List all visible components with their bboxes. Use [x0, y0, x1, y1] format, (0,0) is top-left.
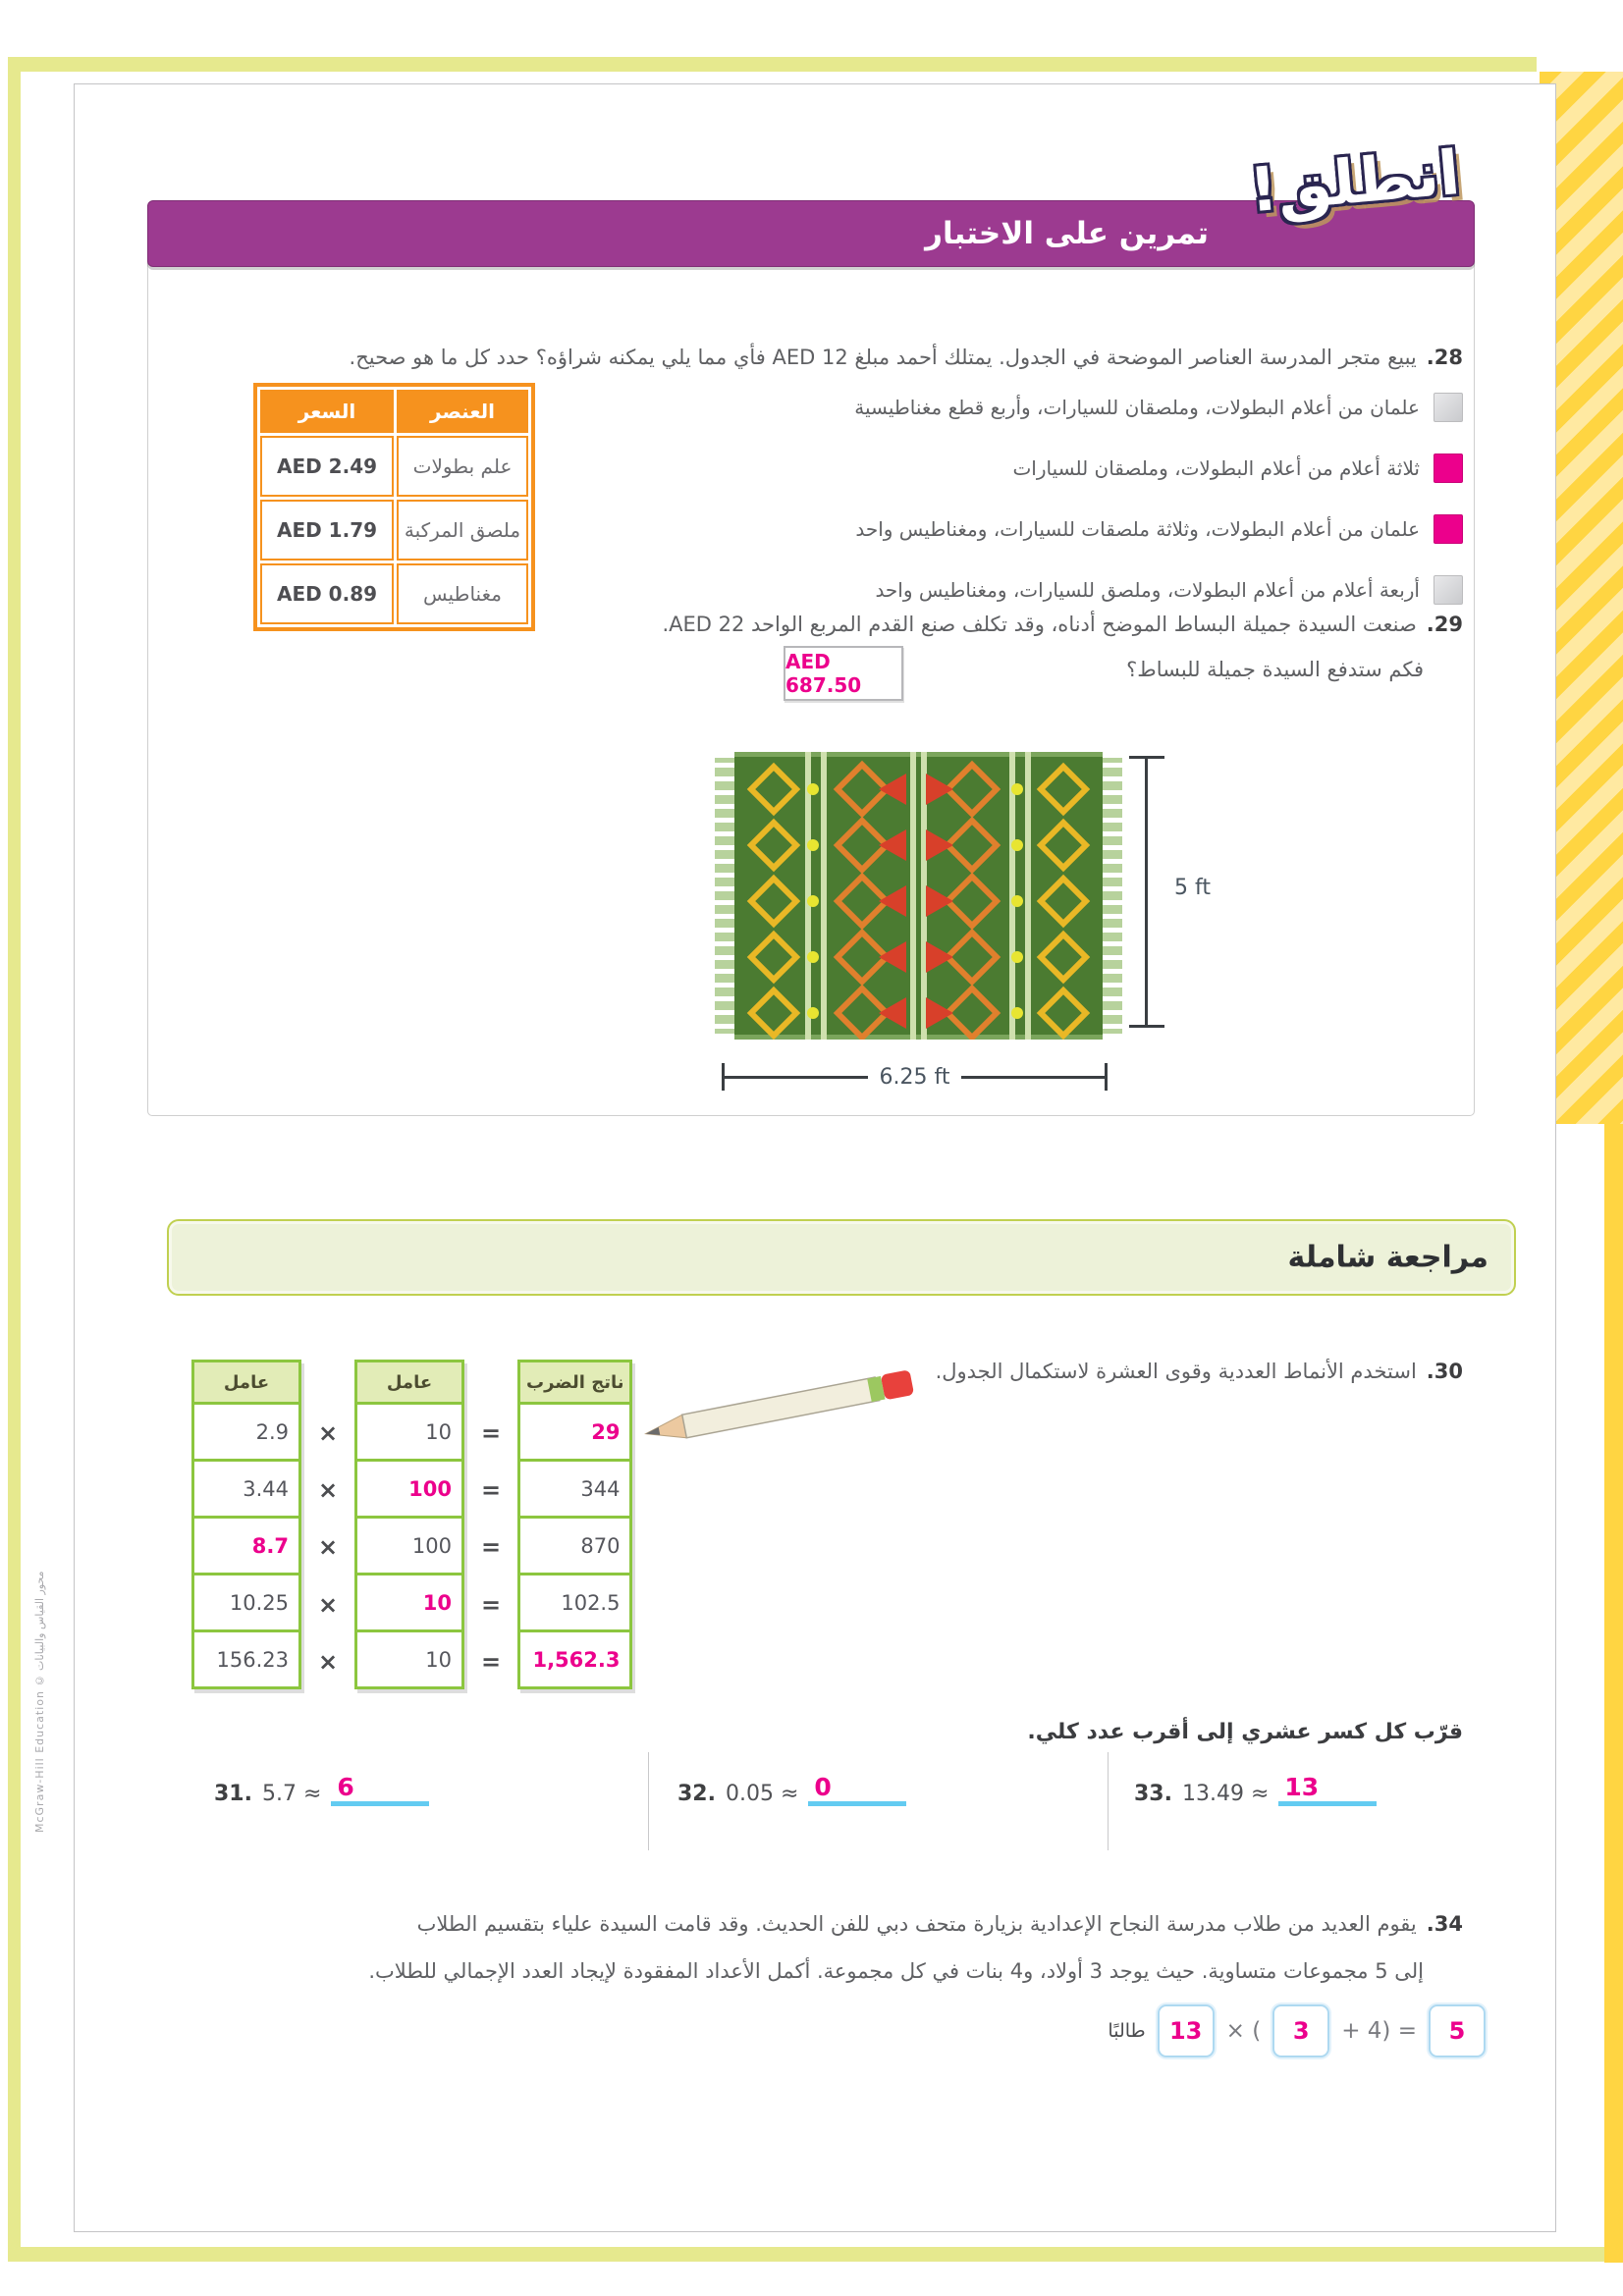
dimension-cap	[1105, 1063, 1108, 1091]
equation-input-box[interactable]	[1429, 2004, 1486, 2057]
height-dimension-line	[1145, 758, 1148, 1026]
item-number: 32.	[677, 1782, 716, 1806]
frame-bottom	[8, 2247, 1620, 2262]
product-header: ناتج الضرب	[519, 1362, 631, 1404]
q34-question-line2: إلى 5 مجموعات متساوية. حيث يوجد 3 أولاد، و4 بنات في كل مجموعة. أكمل الأعداد المفقودة لإيجاد العدد الإجمالي للطلاب.	[368, 1959, 1424, 1983]
q34-number: 34.	[1426, 1912, 1463, 1936]
rug-illustration	[715, 752, 1122, 1040]
option-label: ثلاثة أعلام من أعلام البطولات، وملصقان للسيارات	[1012, 456, 1420, 480]
price-table	[253, 383, 535, 631]
times-sign: ×	[317, 1419, 339, 1448]
q29-number: 29.	[1426, 613, 1463, 636]
price-cell: AED 0.89	[260, 563, 394, 624]
checkbox[interactable]	[1434, 454, 1463, 483]
factor-cell: 3.44	[193, 1461, 300, 1518]
answer-line[interactable]	[1278, 1775, 1377, 1806]
q34-question-line1: يقوم العديد من طلاب مدرسة النجاح الإعدادية بزيارة متحف دبي للفن الحديث. وقد قامت السيدة علياء بتقسيم الطلاب	[416, 1912, 1417, 1936]
q28-number: 28.	[1426, 346, 1463, 369]
q29-text	[662, 613, 1463, 636]
q34-equation	[1108, 2004, 1486, 2057]
dimension-cap	[1129, 1025, 1164, 1028]
q28-option-row	[875, 575, 1463, 605]
q28-option-row	[1012, 454, 1463, 483]
q29-answer-value: AED 687.50	[785, 650, 862, 697]
equals-sign: =	[480, 1590, 502, 1619]
equation-value: 3	[1292, 2017, 1310, 2045]
frame-top	[8, 57, 1537, 72]
factor-table-1	[191, 1360, 301, 1689]
q28-option-row	[855, 514, 1463, 544]
item-number: 31.	[214, 1782, 252, 1806]
option-label: علمان من أعلام البطولات، وثلاثة ملصقات للسيارات، ومغناطيس واحد	[855, 517, 1420, 541]
item-cell: مغناطيس	[397, 563, 528, 624]
dimension-segment	[725, 1076, 868, 1079]
product-cell: 870	[519, 1518, 631, 1575]
q29-question-line2: فكم ستدفع السيدة جميلة للبساط؟	[1126, 658, 1424, 681]
banner-title: تمرين على الاختبار	[925, 216, 1209, 251]
rug-height-label: 5 ft	[1174, 876, 1211, 900]
q34-text-line2	[368, 1959, 1424, 1983]
width-dimension-line	[722, 1062, 1108, 1092]
equals-sign: =	[480, 1476, 502, 1505]
q30-text	[936, 1360, 1463, 1383]
factor-cell: 10	[356, 1404, 463, 1461]
q29-answer-box[interactable]	[784, 646, 903, 701]
answer-value: 6	[337, 1773, 354, 1801]
antaliq-logo: انطلق!	[1246, 135, 1463, 227]
table-row	[260, 563, 528, 624]
factor-cell: 10.25	[193, 1575, 300, 1631]
equals-sign: =	[480, 1419, 502, 1448]
factor-table-2	[354, 1360, 464, 1689]
factor-cell: 100	[356, 1518, 463, 1575]
frame-left	[8, 57, 21, 2262]
option-label: علمان من أعلام البطولات، وملصقان للسيارات، وأربع قطع مغناطيسية	[854, 396, 1420, 419]
q29-text-line2	[1126, 658, 1424, 681]
equation-value: 13	[1168, 2017, 1203, 2045]
price-cell: AED 1.79	[260, 500, 394, 561]
product-cell-answer[interactable]: 1,562.3	[519, 1631, 631, 1688]
yellow-edge-strip	[1604, 1124, 1623, 2263]
product-cell-answer[interactable]: 29	[519, 1404, 631, 1461]
q29-question-line1: صنعت السيدة جميلة البساط الموضح أدناه، وقد تكلف صنع القدم المربع الواحد AED 22.	[662, 613, 1417, 636]
price-header: السعر	[260, 390, 394, 433]
factor-cell: 2.9	[193, 1404, 300, 1461]
rug-width-label: 6.25 ft	[879, 1064, 950, 1090]
comprehensive-review-bar	[167, 1219, 1516, 1296]
divider	[1108, 1752, 1109, 1850]
times-sign: ×	[317, 1476, 339, 1505]
equation-value: 5	[1448, 2017, 1466, 2045]
times-sign: ×	[317, 1590, 339, 1619]
factor-cell: 156.23	[193, 1631, 300, 1688]
times-sign: ×	[317, 1533, 339, 1562]
equals-sign: =	[480, 1647, 502, 1676]
product-cell: 344	[519, 1461, 631, 1518]
q30-number: 30.	[1426, 1360, 1463, 1383]
item-expression: 5.7 ≈	[261, 1782, 322, 1806]
q34-text	[417, 1912, 1463, 1936]
factor-cell-answer[interactable]: 8.7	[193, 1518, 300, 1575]
factor-header: عامل	[193, 1362, 300, 1404]
rounding-instruction	[1027, 1720, 1463, 1744]
equation-operator: × (	[1225, 2018, 1262, 2044]
factor-cell-answer[interactable]: 10	[356, 1575, 463, 1631]
q30-question: استخدم الأنماط العددية وقوى العشرة لاستكمال الجدول.	[935, 1360, 1417, 1383]
product-cell: 102.5	[519, 1575, 631, 1631]
table-row	[260, 500, 528, 561]
factor-header: عامل	[356, 1362, 463, 1404]
times-operators	[301, 1405, 354, 1690]
checkbox[interactable]	[1434, 575, 1463, 605]
copyright-credit: محور القياس والبيانات © McGraw-Hill Education	[33, 1571, 46, 1833]
times-sign: ×	[317, 1647, 339, 1676]
dimension-segment	[961, 1076, 1105, 1079]
price-cell: AED 2.49	[260, 436, 394, 497]
rounding-item-32	[677, 1775, 906, 1806]
q28-option-row	[854, 393, 1463, 422]
product-table	[517, 1360, 632, 1689]
equals-sign: =	[480, 1533, 502, 1562]
answer-line[interactable]	[331, 1775, 429, 1806]
q28-question: يبيع متجر المدرسة العناصر الموضحة في الجدول. يمتلك أحمد مبلغ AED 12 فأي مما يلي يمكنه شراؤه؟ حدد كل ما هو صحيح.	[349, 346, 1417, 369]
item-header: العنصر	[397, 390, 528, 433]
equation-unit: طالبًا	[1108, 2020, 1146, 2042]
equals-operators	[464, 1405, 517, 1690]
item-cell: ملصق المركبة	[397, 500, 528, 561]
equation-input-box[interactable]	[1158, 2004, 1215, 2057]
item-expression: 13.49 ≈	[1181, 1782, 1270, 1806]
rounding-item-31	[214, 1775, 429, 1806]
pencil-icon	[623, 1337, 957, 1440]
checkbox[interactable]	[1434, 393, 1463, 422]
q28-text	[350, 346, 1463, 369]
item-cell: علم بطولات	[397, 436, 528, 497]
table-row	[260, 436, 528, 497]
checkbox[interactable]	[1434, 514, 1463, 544]
item-number: 33.	[1134, 1782, 1172, 1806]
answer-line[interactable]	[808, 1775, 906, 1806]
item-expression: 0.05 ≈	[725, 1782, 799, 1806]
rounding-instruction-text: قرّب كل كسر عشري إلى أقرب عدد كلي.	[1027, 1720, 1463, 1744]
answer-value: 13	[1284, 1773, 1320, 1801]
equation-input-box[interactable]	[1272, 2004, 1329, 2057]
equation-operator: + 4) =	[1341, 2018, 1417, 2044]
option-label: أربعة أعلام من أعلام البطولات، وملصق للسيارات، ومغناطيس واحد	[875, 578, 1420, 602]
factor-cell-answer[interactable]: 100	[356, 1461, 463, 1518]
rounding-item-33	[1134, 1775, 1377, 1806]
answer-value: 0	[814, 1773, 832, 1801]
review-title: مراجعة شاملة	[1287, 1240, 1488, 1275]
factor-cell: 10	[356, 1631, 463, 1688]
divider	[648, 1752, 649, 1850]
